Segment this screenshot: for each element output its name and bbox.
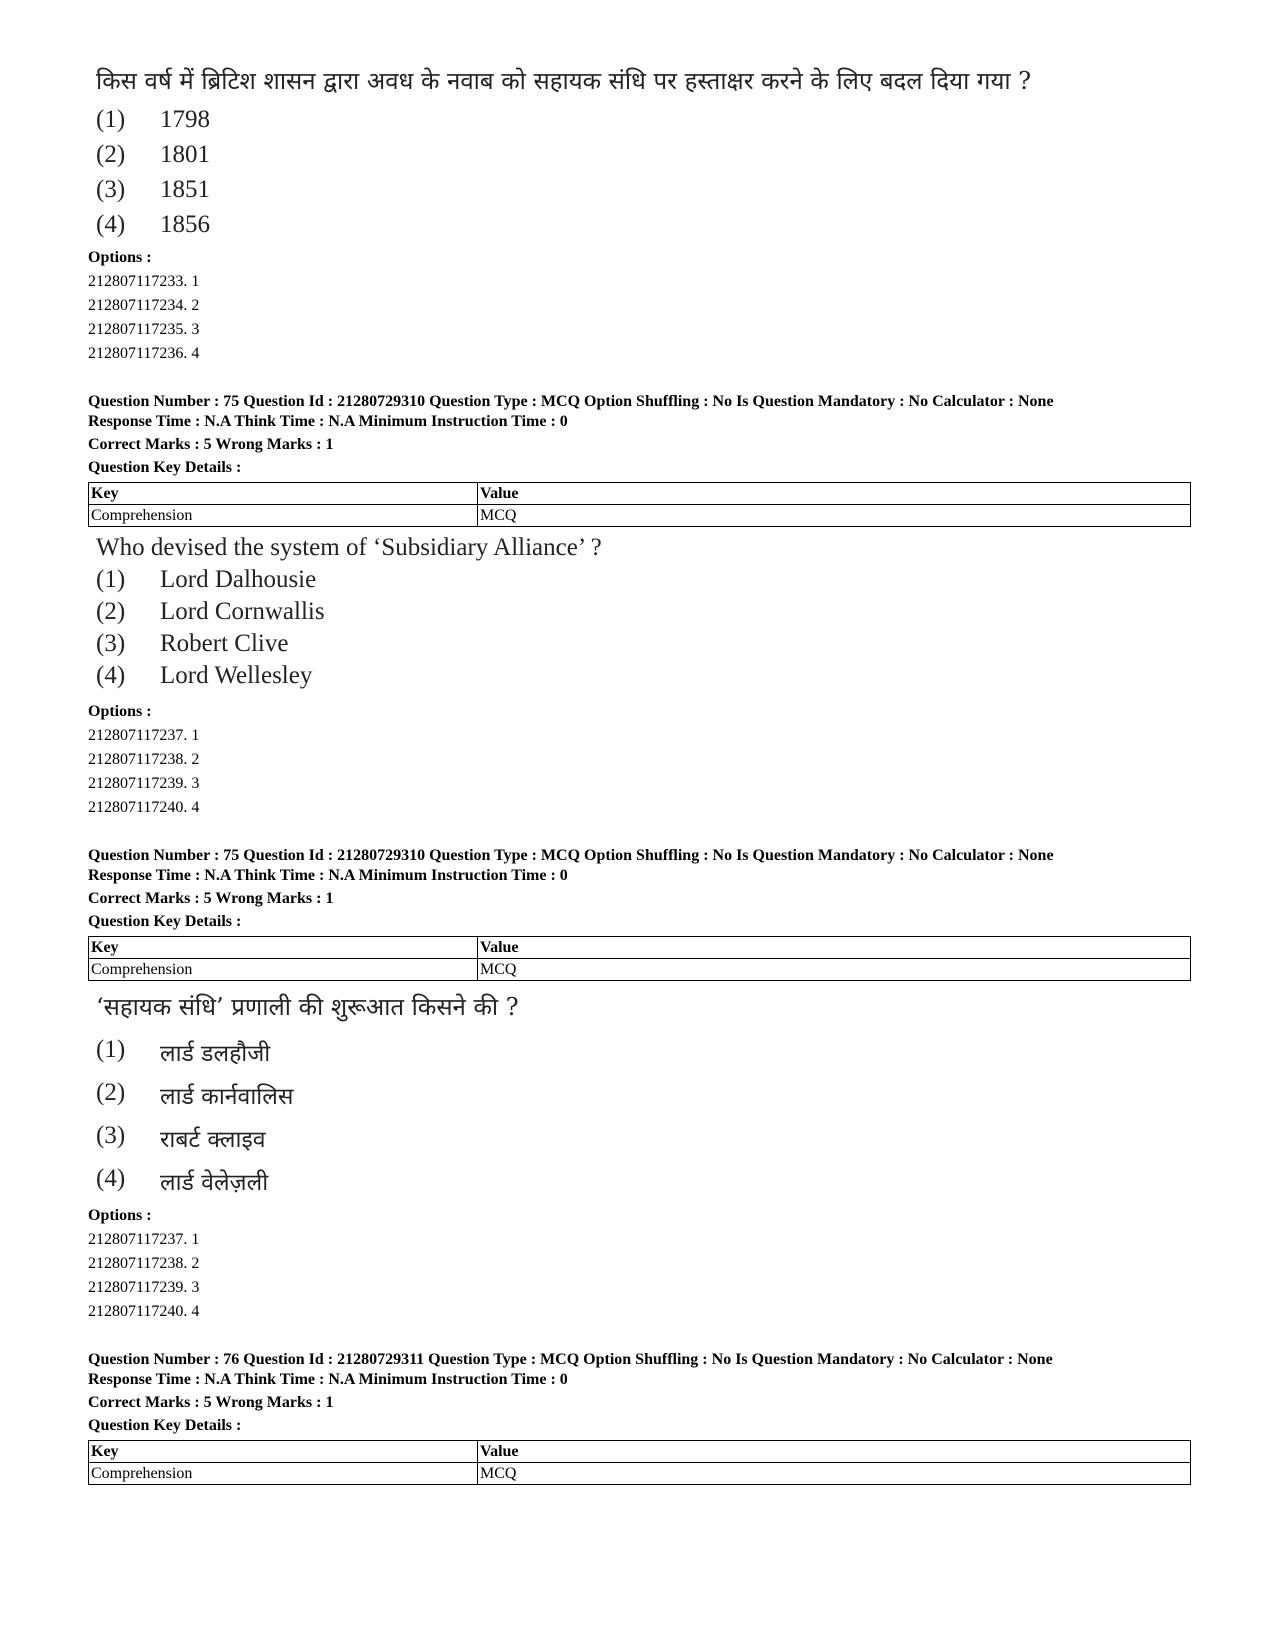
- question-info: Question Number : 75 Question Id : 21280729310 Question Type : MCQ Option Shuffling : No Is Question Mandatory : No Calculator : None: [88, 393, 1054, 410]
- key-header: Key: [89, 937, 478, 959]
- question-text: Who devised the system of ‘Subsidiary Alliance’ ?: [96, 534, 602, 561]
- choice: [96, 566, 316, 594]
- option-id: 212807117235. 3: [88, 321, 200, 338]
- choice: [96, 1036, 270, 1068]
- table-row: [89, 505, 1191, 527]
- key-details-label: Question Key Details :: [88, 1417, 242, 1434]
- choice-text: राबर्ट क्लाइव: [160, 1127, 266, 1153]
- choice-text: लार्ड डलहौजी: [160, 1041, 271, 1067]
- marks-info: Correct Marks : 5 Wrong Marks : 1: [88, 436, 334, 453]
- option-id: 212807117239. 3: [88, 1279, 200, 1296]
- table-header-row: [89, 483, 1191, 505]
- key-details-label: Question Key Details :: [88, 459, 242, 476]
- option-id: 212807117238. 2: [88, 1255, 200, 1272]
- value-header: Value: [478, 483, 1191, 505]
- key-details-table: [88, 936, 1191, 981]
- option-id: 212807117234. 2: [88, 297, 200, 314]
- table-row: [89, 1463, 1191, 1485]
- choice: [96, 106, 210, 134]
- marks-info: Correct Marks : 5 Wrong Marks : 1: [88, 1394, 334, 1411]
- choice-number: (2): [96, 598, 126, 625]
- options-list: [88, 1206, 199, 1326]
- table-header-row: [89, 937, 1191, 959]
- question-text: किस वर्ष में ब्रिटिश शासन द्वारा अवध के नवाब को सहायक संधि पर हस्ताक्षर करने के लिए बदल दिया गया ?: [96, 67, 1032, 95]
- choice-text: Lord Cornwallis: [160, 598, 325, 625]
- key-details-label: Question Key Details :: [88, 913, 242, 930]
- timing-info: Response Time : N.A Think Time : N.A Minimum Instruction Time : 0: [88, 867, 568, 884]
- options-list: [88, 248, 199, 368]
- choice-text: 1851: [160, 176, 210, 203]
- key-details-table: [88, 1440, 1191, 1485]
- option-id: 212807117236. 4: [88, 345, 200, 362]
- timing-info: Response Time : N.A Think Time : N.A Minimum Instruction Time : 0: [88, 1371, 568, 1388]
- key-header: Key: [89, 1441, 478, 1463]
- choice-text: 1856: [160, 211, 210, 238]
- option-id: 212807117239. 3: [88, 775, 200, 792]
- key-header: Key: [89, 483, 478, 505]
- choice-text: 1798: [160, 106, 210, 133]
- choice: [96, 1165, 268, 1197]
- choice: [96, 141, 210, 169]
- value-header: Value: [478, 937, 1191, 959]
- options-label: Options :: [88, 1207, 152, 1224]
- key-cell: Comprehension: [89, 1463, 478, 1485]
- option-id: 212807117240. 4: [88, 1303, 200, 1320]
- choice-text: लार्ड वेलेज़ली: [160, 1170, 269, 1196]
- choice-text: Lord Wellesley: [160, 662, 313, 689]
- option-id: 212807117240. 4: [88, 799, 200, 816]
- choice-number: (4): [96, 662, 126, 689]
- value-header: Value: [478, 1441, 1191, 1463]
- choice-text: Lord Dalhousie: [160, 566, 317, 593]
- choice: [96, 1122, 266, 1154]
- key-cell: Comprehension: [89, 959, 478, 981]
- table-row: [89, 959, 1191, 981]
- choice-number: (4): [96, 211, 126, 238]
- question-text: ‘सहायक संधि’ प्रणाली की शुरूआत किसने की ?: [96, 993, 519, 1021]
- choice-text: लार्ड कार्नवालिस: [160, 1084, 294, 1110]
- choice: [96, 176, 210, 204]
- choice-text: 1801: [160, 141, 210, 168]
- choice-number: (2): [96, 141, 126, 168]
- choice-number: (2): [96, 1079, 126, 1106]
- option-id: 212807117237. 1: [88, 727, 200, 744]
- key-cell: Comprehension: [89, 505, 478, 527]
- choice-number: (3): [96, 176, 126, 203]
- choice-number: (3): [96, 630, 126, 657]
- value-cell: MCQ: [478, 505, 1191, 527]
- choice-number: (4): [96, 1165, 126, 1192]
- options-list: [88, 702, 199, 822]
- key-details-table: [88, 482, 1191, 527]
- question-metadata: [88, 392, 1054, 478]
- choice: [96, 211, 210, 239]
- option-id: 212807117233. 1: [88, 273, 200, 290]
- choice-number: (1): [96, 1036, 126, 1063]
- question-metadata: [88, 1350, 1053, 1436]
- choice-number: (1): [96, 106, 126, 133]
- table-header-row: [89, 1441, 1191, 1463]
- choice-text: Robert Clive: [160, 630, 289, 657]
- choice-number: (1): [96, 566, 126, 593]
- choice-number: (3): [96, 1122, 126, 1149]
- options-label: Options :: [88, 703, 152, 720]
- question-info: Question Number : 76 Question Id : 21280729311 Question Type : MCQ Option Shuffling : No Is Question Mandatory : No Calculator : None: [88, 1351, 1053, 1368]
- value-cell: MCQ: [478, 959, 1191, 981]
- choice: [96, 662, 312, 690]
- value-cell: MCQ: [478, 1463, 1191, 1485]
- choice: [96, 1079, 293, 1111]
- question-metadata: [88, 846, 1054, 932]
- timing-info: Response Time : N.A Think Time : N.A Minimum Instruction Time : 0: [88, 413, 568, 430]
- option-id: 212807117237. 1: [88, 1231, 200, 1248]
- option-id: 212807117238. 2: [88, 751, 200, 768]
- question-info: Question Number : 75 Question Id : 21280729310 Question Type : MCQ Option Shuffling : No Is Question Mandatory : No Calculator : None: [88, 847, 1054, 864]
- choice: [96, 598, 325, 626]
- marks-info: Correct Marks : 5 Wrong Marks : 1: [88, 890, 334, 907]
- options-label: Options :: [88, 249, 152, 266]
- choice: [96, 630, 288, 658]
